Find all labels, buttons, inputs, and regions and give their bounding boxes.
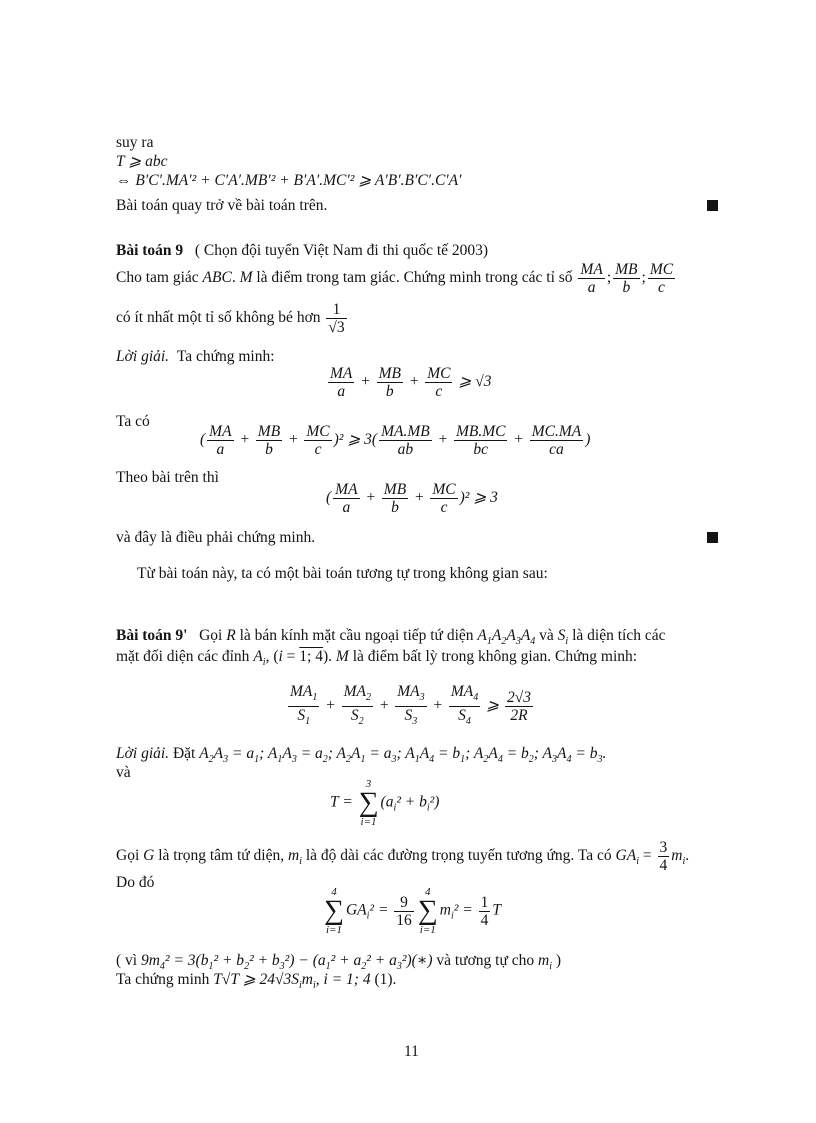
solution-9-taco: Ta có bbox=[116, 413, 150, 430]
stmt-text: (1). bbox=[374, 971, 397, 988]
ratio-mb-b: $\frac{MB}{b}$ bbox=[615, 260, 638, 296]
solution-9p-note: ( vì $9m_4^2 = 3(b_1^2 + b_2^2 + b_3^2) - (a_1^2 + a_2^2$ + $a_3^2)(∗)$ và tương tự cho $m_i$ ) bbox=[116, 952, 562, 973]
stmt-text: có ít nhất một tỉ số không bé hơn bbox=[116, 309, 321, 326]
stmt-text: . bbox=[231, 269, 240, 286]
page-number: 11 bbox=[404, 1043, 419, 1060]
stmt-text: và bbox=[539, 627, 554, 644]
problem-9-statement: Cho tam giác ABC. M là điểm trong tam giác. Chứng minh trong các tỉ số $\frac{MA}{a}$ ; $\frac{MB}{b}$ ; $\frac{MC}{c}$ bbox=[116, 260, 674, 296]
intro-line-3: ⇔ B′C′.MA′² + C′A′.MB′² + B′A′.MC′² ⩾ A′B′.B′C′.C′A′ bbox=[116, 172, 462, 189]
solution-9p-intro: Lời giải. Đặt $A_2A_3 = a_1$; $A_1A_3 = a_2$; $A_2A_1 = a_3$; $A_1A_4 = b_1$; $A_2A_4 = b_2$; $A_3A_4 = b_3$. bbox=[116, 745, 607, 766]
solution-9p-centroid: Gọi G là trọng tâm tứ diện, $m_i$ là độ dài các đường trọng tuyến tương ứng. Ta có $GA_i$ = $\frac{3}{4}$ $m_i$. bbox=[116, 838, 690, 874]
stmt-text: là bán kính mặt cầu ngoại tiếp tứ diện bbox=[239, 627, 474, 644]
intro-line-2: T ⩾ abc bbox=[116, 153, 168, 170]
qed-mark bbox=[707, 200, 718, 211]
solution-label: Lời giải. bbox=[116, 745, 170, 762]
solution-9-end: và đây là điều phải chứng minh. bbox=[116, 529, 316, 546]
ratio-ma-a: $\frac{MA}{a}$ bbox=[580, 260, 603, 296]
problem-9p-line-1: Bài toán 9' Gọi R là bán kính mặt cầu ngoại tiếp tứ diện $A_1A_2A_3A_4$ và $S_i$ là diện tích các bbox=[116, 627, 666, 648]
solution-9p-dodo: Do đó bbox=[116, 874, 155, 891]
equation-4: $\frac{MA_1}{S_1}$ + $\frac{MA_2}{S_2}$ + $\frac{MA_3}{S_3}$ + $\frac{MA_4}{S_4}$ ⩾ $\frac{2√3}{2R}$ bbox=[290, 683, 531, 728]
stmt-text: Ta chứng minh bbox=[116, 971, 210, 988]
problem-9p-label: Bài toán 9' bbox=[116, 627, 188, 644]
intro-line-1: suy ra bbox=[116, 134, 154, 151]
equation-3: ( $\frac{MA}{a}$ + $\frac{MB}{b}$ + $\frac{MC}{c}$ )² ⩾ 3 bbox=[326, 480, 498, 516]
stmt-text: và tương tự cho bbox=[436, 952, 535, 969]
problem-9-statement-2 bbox=[116, 300, 349, 336]
problem-9p-line-2: mặt đối diện các đỉnh $A_i$, (i = 1; 4). M là điểm bất lỳ trong không gian. Chứng minh: bbox=[116, 648, 638, 669]
inv-sqrt3: $\frac{1}{√3}$ bbox=[328, 300, 345, 336]
qed-mark bbox=[707, 532, 718, 543]
stmt-text: mặt đối diện các đỉnh bbox=[116, 648, 250, 665]
solution-9p-and: và bbox=[116, 764, 131, 781]
stmt-text: là trọng tâm tứ diện, bbox=[158, 847, 285, 864]
equation-1: $\frac{MA}{a}$ + $\frac{MB}{b}$ + $\frac{MC}{c}$ ⩾ √3 bbox=[330, 364, 492, 400]
solution-label: Lời giải. bbox=[116, 348, 170, 365]
intro-line-4: Bài toán quay trở về bài toán trên. bbox=[116, 197, 328, 214]
problem-9-header bbox=[116, 242, 488, 260]
solution-text: Ta chứng minh: bbox=[176, 348, 275, 365]
solution-9-theo: Theo bài trên thì bbox=[116, 469, 219, 486]
stmt-text: Gọi bbox=[199, 627, 223, 644]
problem-9-source: ( Chọn đội tuyển Việt Nam đi thi quốc tế 2003) bbox=[194, 242, 489, 259]
stmt-text: là diện tích các bbox=[572, 627, 666, 644]
solution-9-intro bbox=[116, 348, 275, 366]
solution-9p-prove: Ta chứng minh T√T ⩾ $24√3S_im_i$, i = 1; 4 (1). bbox=[116, 971, 397, 992]
stmt-text: ( vì bbox=[116, 952, 138, 969]
transition-text: Từ bài toán này, ta có một bài toán tương tự trong không gian sau: bbox=[137, 565, 548, 582]
solution-text: Đặt bbox=[172, 745, 196, 762]
problem-9-label: Bài toán 9 bbox=[116, 242, 184, 259]
radius-r: R bbox=[226, 627, 236, 644]
equation-5: T = 3 ∑ i=1 $(a_i^2 + b_i^2)$ bbox=[330, 778, 440, 828]
stmt-text: ) bbox=[555, 952, 562, 969]
triangle-name: ABC bbox=[202, 269, 232, 286]
stmt-text: là điểm trong tam giác. Chứng minh trong các tỉ số bbox=[252, 269, 573, 286]
equation-2: ( $\frac{MA}{a}$ + $\frac{MB}{b}$ + $\frac{MC}{c}$ )² ⩾ 3( $\frac{MA.MB}{ab}$ + $\frac{MB.MC}{bc}$ + $\frac{MC.MA}{ca}$ ) bbox=[200, 422, 591, 458]
stmt-text: là độ dài các đường trọng tuyến tương ứng. Ta có bbox=[305, 847, 612, 864]
point-m: M bbox=[239, 269, 253, 286]
stmt-text: Gọi bbox=[116, 847, 140, 864]
stmt-text: Cho tam giác bbox=[116, 269, 199, 286]
ratio-mc-c: $\frac{MC}{c}$ bbox=[649, 260, 674, 296]
equation-6: 4 ∑ i=1 $GA_i^2$ = $\frac{9}{16}$ 4 ∑ i=1 $m_i^2$ = $\frac{1}{4}$ T bbox=[324, 886, 501, 936]
stmt-text: là điểm bất lỳ trong không gian. Chứng minh: bbox=[352, 648, 638, 665]
